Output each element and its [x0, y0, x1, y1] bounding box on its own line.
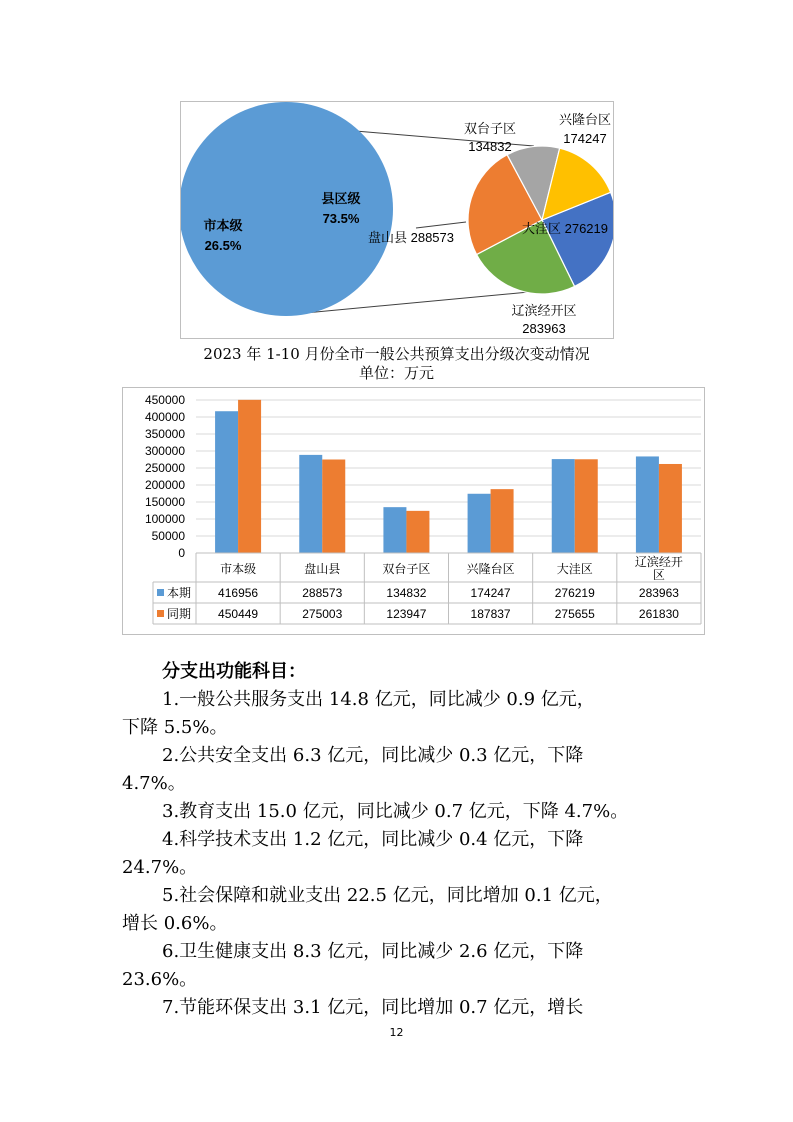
legend-label: 本期: [167, 586, 192, 600]
body-text: [122, 658, 682, 1022]
sub-pie-label-0: 大洼区 276219: [522, 221, 608, 236]
sub-pie-value-4: 174247: [563, 131, 607, 146]
paragraph-lines: [122, 686, 682, 1022]
sub-pie-label-2: 盘山县 288573: [368, 230, 454, 245]
bar-本期-兴隆台区: [468, 494, 491, 553]
chart-title: 2023 年 1-10 月份全市一般公共预算支出分级次变动情况: [203, 345, 590, 363]
data-table-cell: 275003: [302, 607, 343, 621]
y-tick-label: 0: [178, 546, 185, 560]
chart-caption: [0, 345, 793, 383]
text-line: 6.卫生健康支出 8.3 亿元，同比减少 2.6 亿元，下降: [162, 941, 584, 962]
pie-of-pie-chart: [180, 101, 614, 339]
category-label: 市本级: [220, 562, 257, 576]
bar-本期-市本级: [215, 411, 238, 553]
leader-line-panshan: [416, 222, 466, 228]
category-label: 兴隆台区: [466, 562, 515, 576]
text-line: 24.7%。: [122, 857, 198, 878]
pie-label-county: 县区级: [321, 191, 361, 206]
bar-同期-兴隆台区: [491, 489, 514, 553]
legend-swatch: [157, 610, 164, 617]
bar-本期-双台子区: [383, 507, 406, 553]
y-tick-label: 250000: [144, 461, 185, 475]
data-table-cell: 283963: [638, 586, 679, 600]
bar-本期-辽滨经开区: [636, 456, 659, 553]
data-table-cell: 174247: [470, 586, 511, 600]
text-line: 4.科学技术支出 1.2 亿元，同比减少 0.4 亿元，下降: [162, 829, 584, 850]
page-number: 12: [389, 1026, 404, 1039]
bar-同期-辽滨经开区: [659, 464, 682, 553]
y-tick-label: 200000: [144, 478, 185, 492]
bar-同期-市本级: [238, 400, 261, 553]
data-table-cell: 276219: [554, 586, 595, 600]
y-tick-label: 400000: [144, 410, 185, 424]
sub-pie-value-3: 134832: [468, 139, 512, 154]
text-line: 增长 0.6%。: [122, 913, 228, 934]
pie-value-county: 73.5%: [322, 211, 360, 226]
y-tick-label: 450000: [144, 393, 185, 407]
text-line: 5.社会保障和就业支出 22.5 亿元，同比增加 0.1 亿元，: [162, 885, 613, 906]
text-line: 3.教育支出 15.0 亿元，同比减少 0.7 亿元，下降 4.7%。: [162, 801, 629, 822]
data-table-cell: 450449: [218, 607, 259, 621]
legend-swatch: [157, 589, 164, 596]
data-table-cell: 123947: [386, 607, 427, 621]
text-line: 下降 5.5%。: [122, 717, 228, 738]
text-line: 2.公共安全支出 6.3 亿元，同比减少 0.3 亿元，下降: [162, 745, 584, 766]
bar-同期-大洼区: [575, 459, 598, 553]
y-tick-label: 350000: [144, 427, 185, 441]
category-label: 双台子区: [382, 562, 431, 576]
category-label-wrap: 区: [652, 568, 665, 582]
text-line: 7.节能环保支出 3.1 亿元，同比增加 0.7 亿元，增长: [162, 997, 584, 1018]
sub-pie-label-3: 双台子区: [463, 121, 517, 136]
data-table-cell: 275655: [554, 607, 595, 621]
data-table-cell: 187837: [470, 607, 511, 621]
bar-同期-盘山县: [322, 460, 345, 554]
bar-chart: [122, 387, 705, 635]
bar-本期-盘山县: [299, 455, 322, 553]
y-tick-label: 100000: [144, 512, 185, 526]
sub-pie-label-1: 辽滨经开区: [511, 303, 577, 318]
bar-本期-大洼区: [552, 459, 575, 553]
category-label: 盘山县: [304, 562, 341, 576]
bar-同期-双台子区: [406, 511, 429, 553]
data-table-cell: 288573: [302, 586, 343, 600]
legend-label: 同期: [167, 607, 192, 621]
pie-label-city: 市本级: [203, 218, 243, 233]
bar-chart-canvas: [123, 388, 704, 634]
sub-pie-label-4: 兴隆台区: [558, 112, 612, 127]
y-tick-label: 300000: [144, 444, 185, 458]
data-table-cell: 134832: [386, 586, 427, 600]
pie-slice-main: [181, 102, 393, 316]
section-heading: 分支出功能科目：: [162, 661, 306, 682]
sub-pie-value-1: 283963: [522, 321, 566, 336]
y-tick-label: 150000: [144, 495, 185, 509]
pie-value-city: 26.5%: [204, 238, 242, 253]
pie-chart-canvas: [181, 102, 613, 338]
text-line: 1.一般公共服务支出 14.8 亿元，同比减少 0.9 亿元，: [162, 689, 595, 710]
category-label: 大洼区: [556, 562, 593, 576]
text-line: 23.6%。: [122, 969, 198, 990]
data-table-cell: 416956: [218, 586, 259, 600]
category-label: 辽滨经开: [634, 555, 683, 569]
text-line: 4.7%。: [122, 773, 186, 794]
y-tick-label: 50000: [151, 529, 185, 543]
chart-subtitle: 单位：万元: [358, 364, 434, 382]
data-table-cell: 261830: [638, 607, 679, 621]
